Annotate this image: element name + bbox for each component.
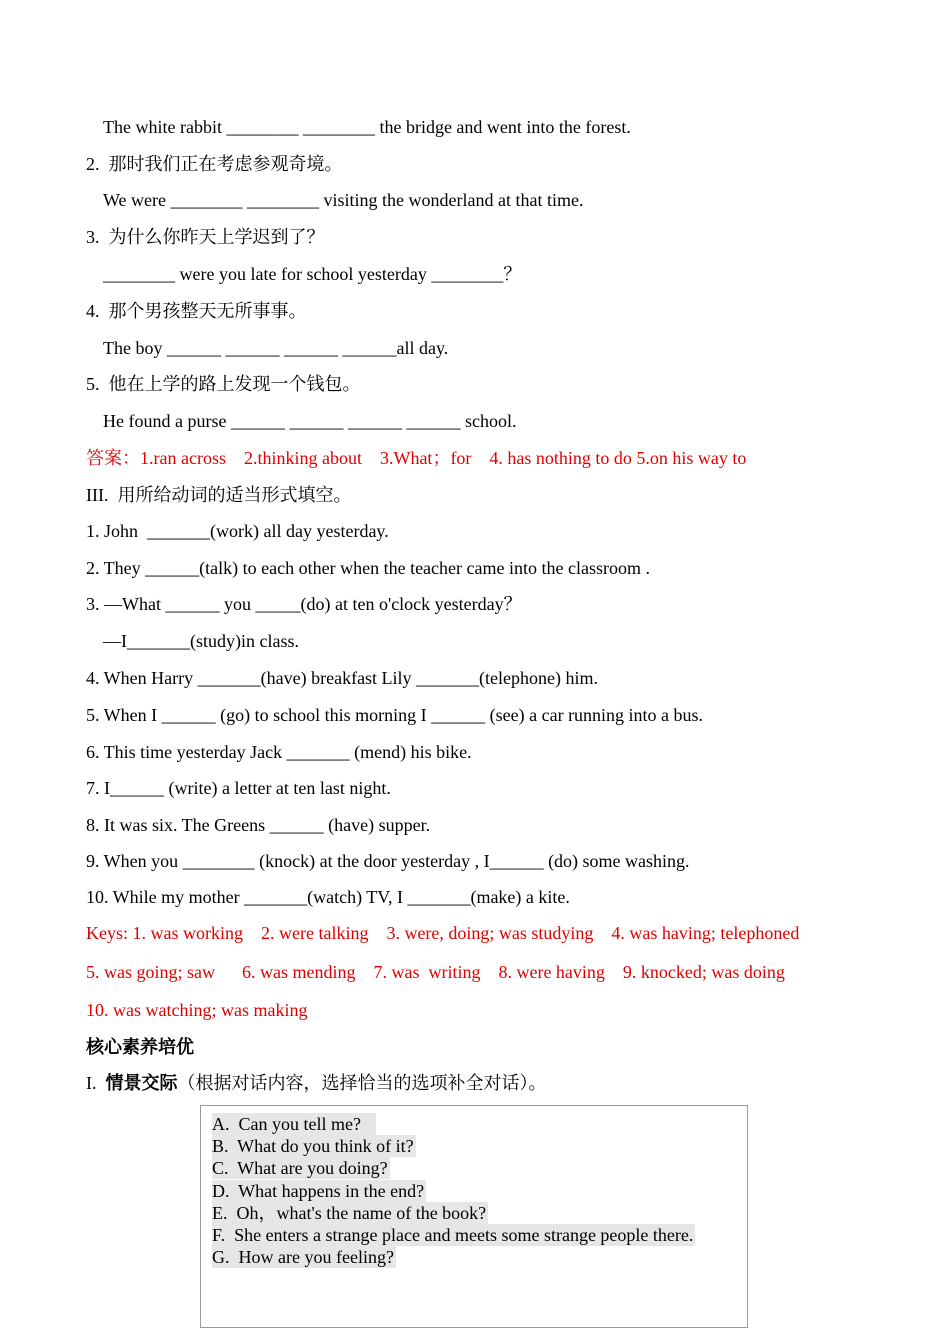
- part3-item-6: 6. This time yesterday Jack _______ (mend) his bike.: [86, 742, 472, 762]
- q2-english-sentence: We were ________ ________ visiting the wonderland at that time.: [103, 190, 584, 210]
- q1-english-sentence: The white rabbit ________ ________ the bridge and went into the forest.: [103, 117, 631, 137]
- part3-item-10: 10. While my mother _______(watch) TV, I _______(make) a kite.: [86, 887, 570, 907]
- option-a: A. Can you tell me?: [212, 1114, 375, 1134]
- q4-english-sentence: The boy ______ ______ ______ ______all day.: [103, 338, 449, 358]
- part2-answer-key: 答案：1.ran across 2.thinking about 3.What；for 4. has nothing to do 5.on his way to: [86, 448, 747, 468]
- option-b: B. What do you think of it?: [212, 1136, 414, 1156]
- q5-english-sentence: He found a purse ______ ______ ______ ______ school.: [103, 411, 517, 431]
- options-box: [200, 1105, 748, 1328]
- part3-item-7: 7. I______ (write) a letter at ten last night.: [86, 778, 391, 798]
- option-c: C. What are you doing?: [212, 1158, 388, 1178]
- option-e: E. Oh，what's the name of the book?: [212, 1203, 487, 1223]
- part3-item-5: 5. When I ______ (go) to school this morning I ______ (see) a car running into a bus.: [86, 705, 704, 725]
- part3-keys-line-3: 10. was watching; was making: [86, 1000, 308, 1020]
- section-instruction-label: 情景交际: [105, 1073, 178, 1093]
- option-g: G. How are you feeling?: [212, 1247, 394, 1267]
- q3-chinese-prompt: 3. 为什么你昨天上学迟到了？: [86, 227, 325, 247]
- q4-chinese-prompt: 4. 那个男孩整天无所事事。: [86, 301, 307, 321]
- section-instruction-number: I.: [86, 1073, 106, 1093]
- part3-item-3-reply: —I_______(study)in class.: [103, 631, 299, 651]
- q5-chinese-prompt: 5. 他在上学的路上发现一个钱包。: [86, 374, 361, 394]
- section-instruction: [86, 1072, 547, 1094]
- section-instruction-text: （根据对话内容，选择恰当的选项补全对话）。: [177, 1073, 547, 1093]
- part3-item-4: 4. When Harry _______(have) breakfast Lily _______(telephone) him.: [86, 668, 599, 688]
- part3-heading: III. 用所给动词的适当形式填空。: [86, 485, 352, 505]
- option-f: F. She enters a strange place and meets some strange people there.: [212, 1225, 694, 1245]
- part3-keys-line-2: 5. was going; saw 6. was mending 7. was writing 8. were having 9. knocked; was doing: [86, 962, 785, 982]
- part3-item-1: 1. John _______(work) all day yesterday.: [86, 521, 389, 541]
- part3-item-2: 2. They ______(talk) to each other when the teacher came into the classroom .: [86, 558, 650, 578]
- q2-chinese-prompt: 2. 那时我们正在考虑参观奇境。: [86, 154, 343, 174]
- part3-item-8: 8. It was six. The Greens ______ (have) supper.: [86, 815, 431, 835]
- part3-item-9: 9. When you ________ (knock) at the door yesterday , I______ (do) some washing.: [86, 851, 690, 871]
- part3-item-3: 3. —What ______ you _____(do) at ten o'clock yesterday？: [86, 594, 522, 614]
- part3-keys-line-1: Keys: 1. was working 2. were talking 3. were, doing; was studying 4. was having; telephoned: [86, 923, 800, 943]
- option-d: D. What happens in the end?: [212, 1181, 425, 1201]
- q3-english-sentence: ________ were you late for school yesterday ________？: [103, 264, 522, 284]
- section-title: 核心素养培优: [86, 1037, 194, 1057]
